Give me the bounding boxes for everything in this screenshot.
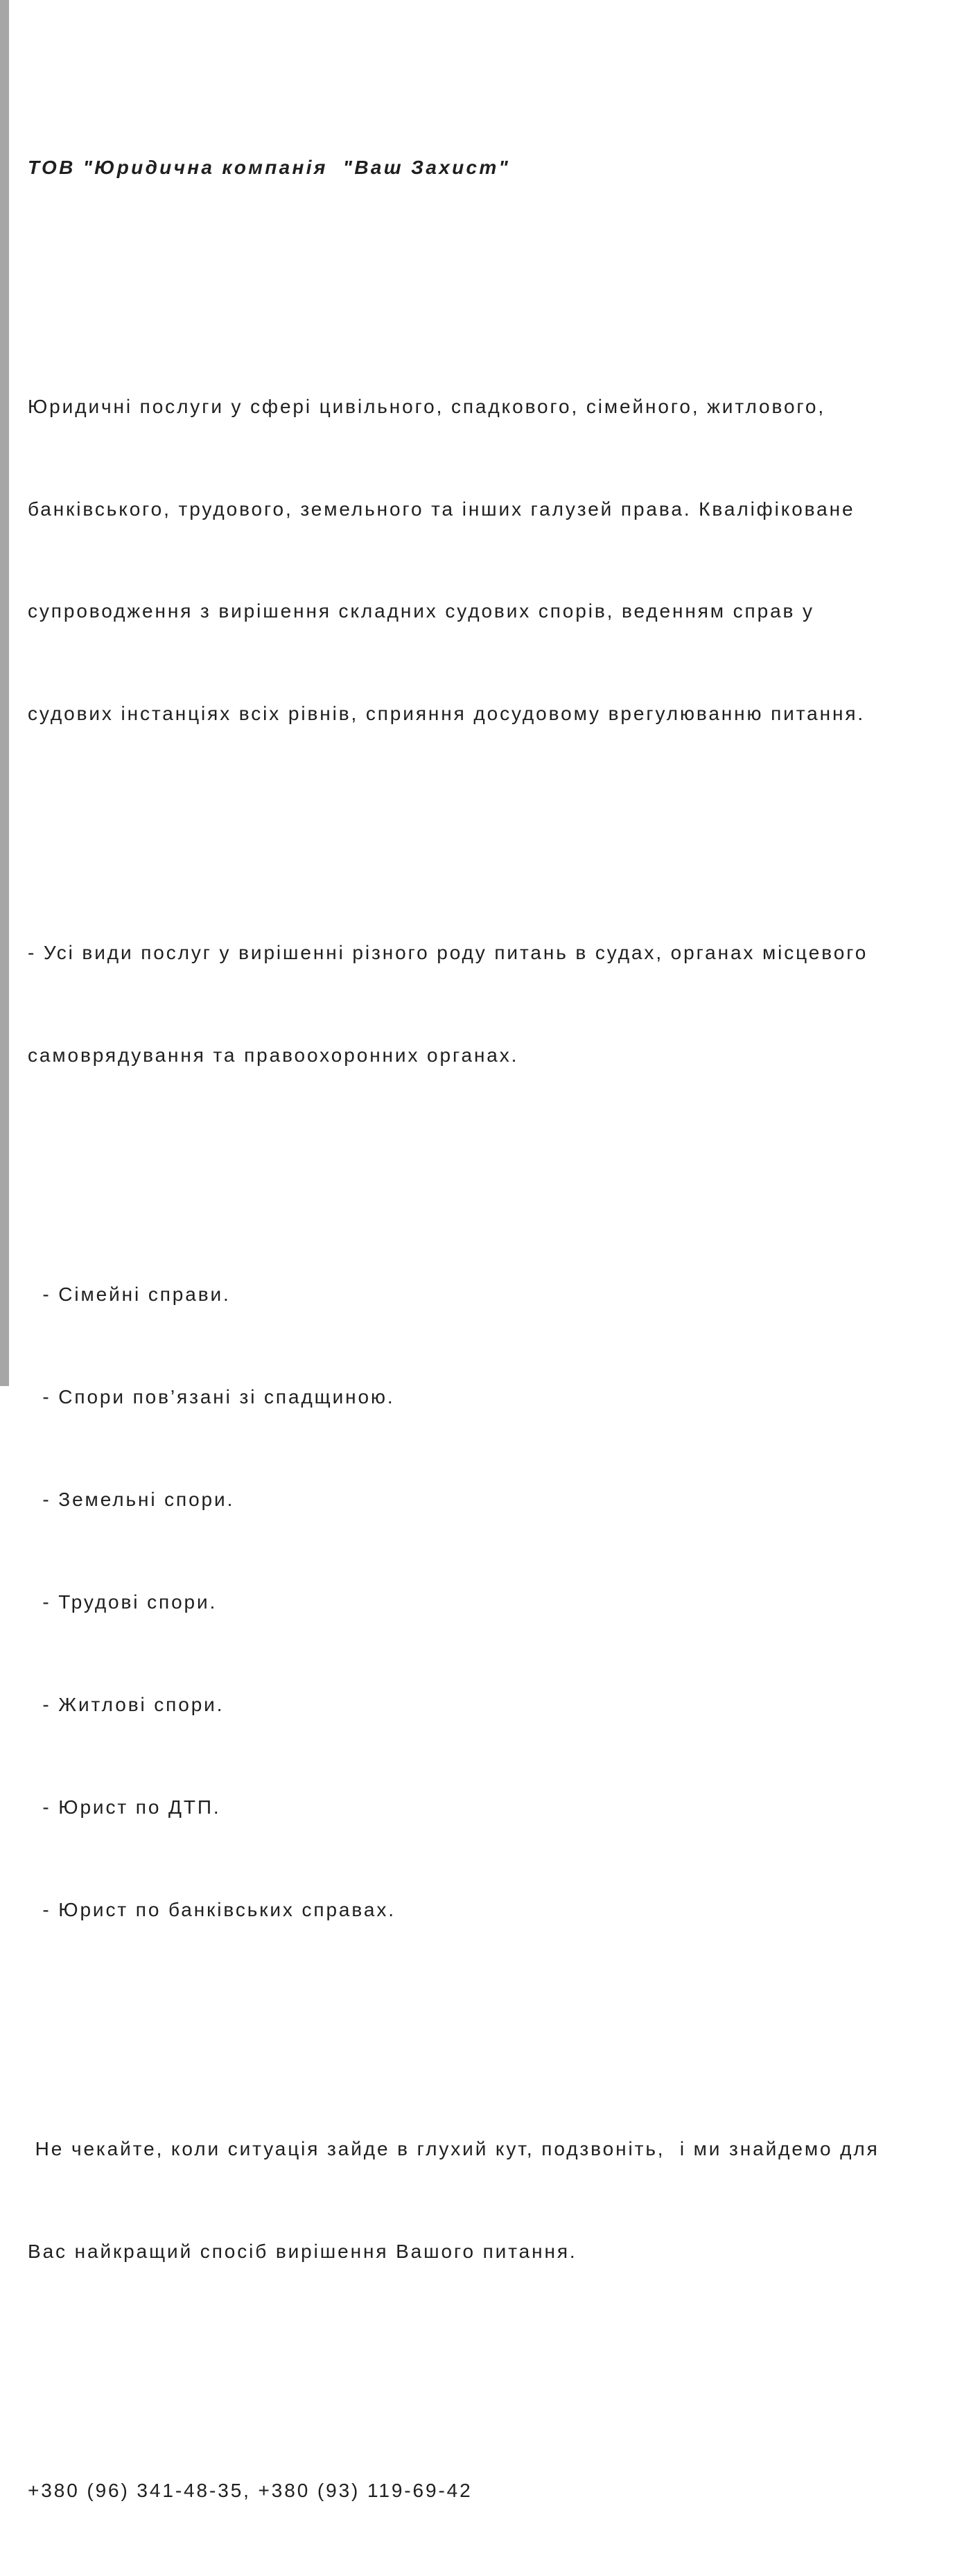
intro-line: банківського, трудового, земельного та інших галузей права. Кваліфіковане [28,498,855,520]
spacer [28,799,977,833]
spacer [28,1995,977,2029]
intro-line: супроводження з вирішення складних судових спорів, веденням справ у [28,600,814,622]
closing-line: Не чекайте, коли ситуація зайде в глухий кут, подзвоніть, і ми знайдемо для [28,2137,880,2159]
spacer [28,2337,977,2371]
services-line: - Усі види послуг у вирішенні різного роду питань в судах, органах місцевого [28,942,868,964]
list-item: - Трудові спори. [28,1591,218,1613]
services-line: самоврядування та правоохоронних органах. [28,1044,519,1067]
phone-numbers: +380 (96) 341-48-35, +380 (93) 119-69-42 [28,2479,473,2501]
spacer [28,252,977,286]
intro-line: судових інстанціях всіх рівнів, сприяння досудовому врегулюванню питання. [28,703,866,725]
intro-line: Юридичні послуги у сфері цивільного, спадкового, сімейного, житлового, [28,395,826,417]
list-item: - Сімейні справи. [28,1283,231,1306]
list-item: - Спори пов’язані зі спадщиною. [28,1386,395,1408]
list-item: - Юрист по ДТП. [28,1796,221,1818]
document-content [28,82,977,2576]
spacer [28,1141,977,1175]
left-margin-bar [0,0,9,1386]
closing-line: Вас найкращий спосіб вирішення Вашого питання. [28,2240,577,2262]
list-item: - Юрист по банківських справах. [28,1898,396,1920]
list-item: - Земельні спори. [28,1489,235,1511]
company-title: ТОВ "Юридична компанія "Ваш Захист" [28,156,511,178]
list-item: - Житлові спори. [28,1693,225,1715]
